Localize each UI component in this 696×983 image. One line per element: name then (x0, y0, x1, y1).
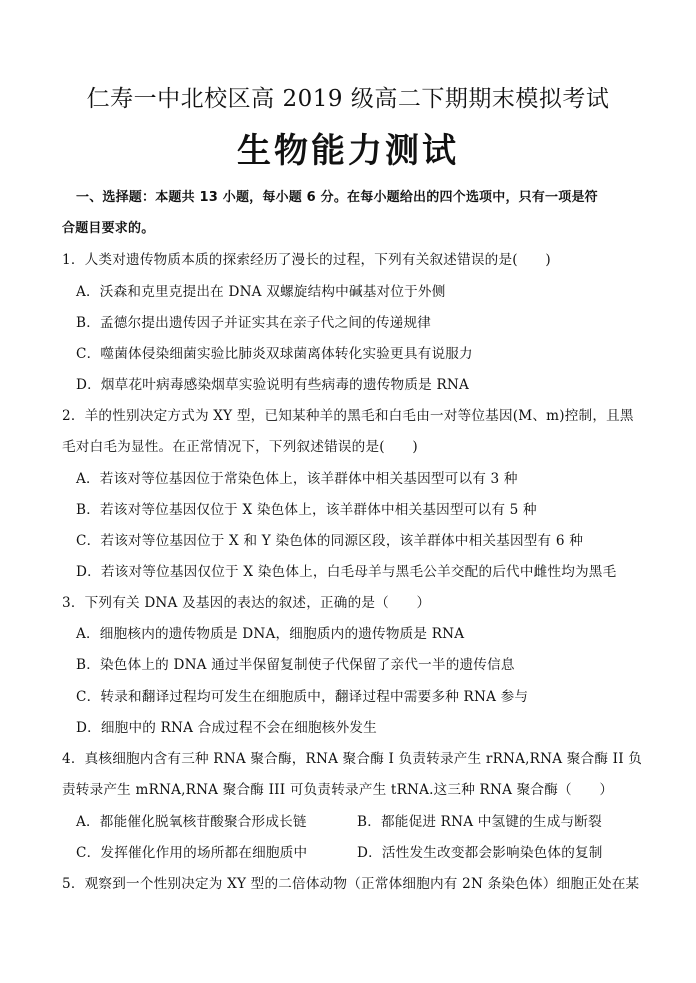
question-2-option-a: A．若该对等位基因位于常染色体上，该羊群体中相关基因型可以有 3 种 (76, 471, 518, 487)
question-2-option-c: C．若该对等位基因位于 X 和 Y 染色体的同源区段，该羊群体中相关基因型有 6 种 (76, 533, 584, 549)
question-1-option-d: D．烟草花叶病毒感染烟草实验说明有些病毒的遗传物质是 RNA (76, 377, 470, 393)
section-instructions: 一、选择题：本题共 13 小题，每小题 6 分。在每小题给出的四个选项中，只有一项是符 (76, 190, 598, 205)
question-2-option-d: D．若该对等位基因仅位于 X 染色体上，白毛母羊与黑毛公羊交配的后代中雌性均为黑毛 (76, 564, 617, 580)
section-instructions-cont: 合题目要求的。 (62, 221, 155, 236)
question-4-stem: 4．真核细胞内含有三种 RNA 聚合酶，RNA 聚合酶 I 负责转录产生 rRNA,RNA 聚合酶 II 负 (62, 751, 643, 767)
question-4-option-b: B．都能促进 RNA 中氢键的生成与断裂 (357, 814, 602, 830)
school-exam-title: 仁寿一中北校区高 2019 级高二下期期末模拟考试 (86, 86, 610, 112)
question-1-option-a: A．沃森和克里克提出在 DNA 双螺旋结构中碱基对位于外侧 (76, 284, 446, 300)
subject-title: 生物能力测试 (237, 131, 459, 171)
question-2-stem-cont: 毛对白毛为显性。在正常情况下，下列叙述错误的是( ) (62, 439, 418, 455)
question-2-stem: 2．羊的性别决定方式为 XY 型，已知某种羊的黑毛和白毛由一对等位基因(M、m)控制，且黑 (62, 408, 634, 424)
question-4-option-a: A．都能催化脱氧核苷酸聚合形成长链 (76, 814, 307, 830)
question-2-option-b: B．若该对等位基因仅位于 X 染色体上，该羊群体中相关基因型可以有 5 种 (76, 502, 537, 518)
question-3-stem: 3．下列有关 DNA 及基因的表达的叙述，正确的是（ ） (62, 595, 431, 611)
question-4-option-d: D．活性发生改变都会影响染色体的复制 (357, 845, 603, 861)
question-1-stem: 1．人类对遗传物质本质的探索经历了漫长的过程，下列有关叙述错误的是( ) (62, 252, 551, 268)
question-3-option-b: B．染色体上的 DNA 通过半保留复制使子代保留了亲代一半的遗传信息 (76, 657, 515, 673)
question-1-option-c: C．噬菌体侵染细菌实验比肺炎双球菌离体转化实验更具有说服力 (76, 346, 473, 362)
question-3-option-c: C．转录和翻译过程均可发生在细胞质中，翻译过程中需要多种 RNA 参与 (76, 689, 529, 705)
question-1-option-b: B．孟德尔提出遗传因子并证实其在亲子代之间的传递规律 (76, 315, 432, 331)
question-3-option-a: A．细胞核内的遗传物质是 DNA，细胞质内的遗传物质是 RNA (76, 626, 465, 642)
question-5-stem: 5．观察到一个性别决定为 XY 型的二倍体动物（正常体细胞内有 2N 条染色体）细胞正处在某 (62, 876, 640, 892)
question-4-option-c: C．发挥催化作用的场所都在细胞质中 (76, 845, 308, 861)
question-3-option-d: D．细胞中的 RNA 合成过程不会在细胞核外发生 (76, 720, 377, 736)
question-4-stem-cont: 责转录产生 mRNA,RNA 聚合酶 III 可负责转录产生 tRNA.这三种 RNA 聚合酶（ ） (62, 782, 614, 798)
